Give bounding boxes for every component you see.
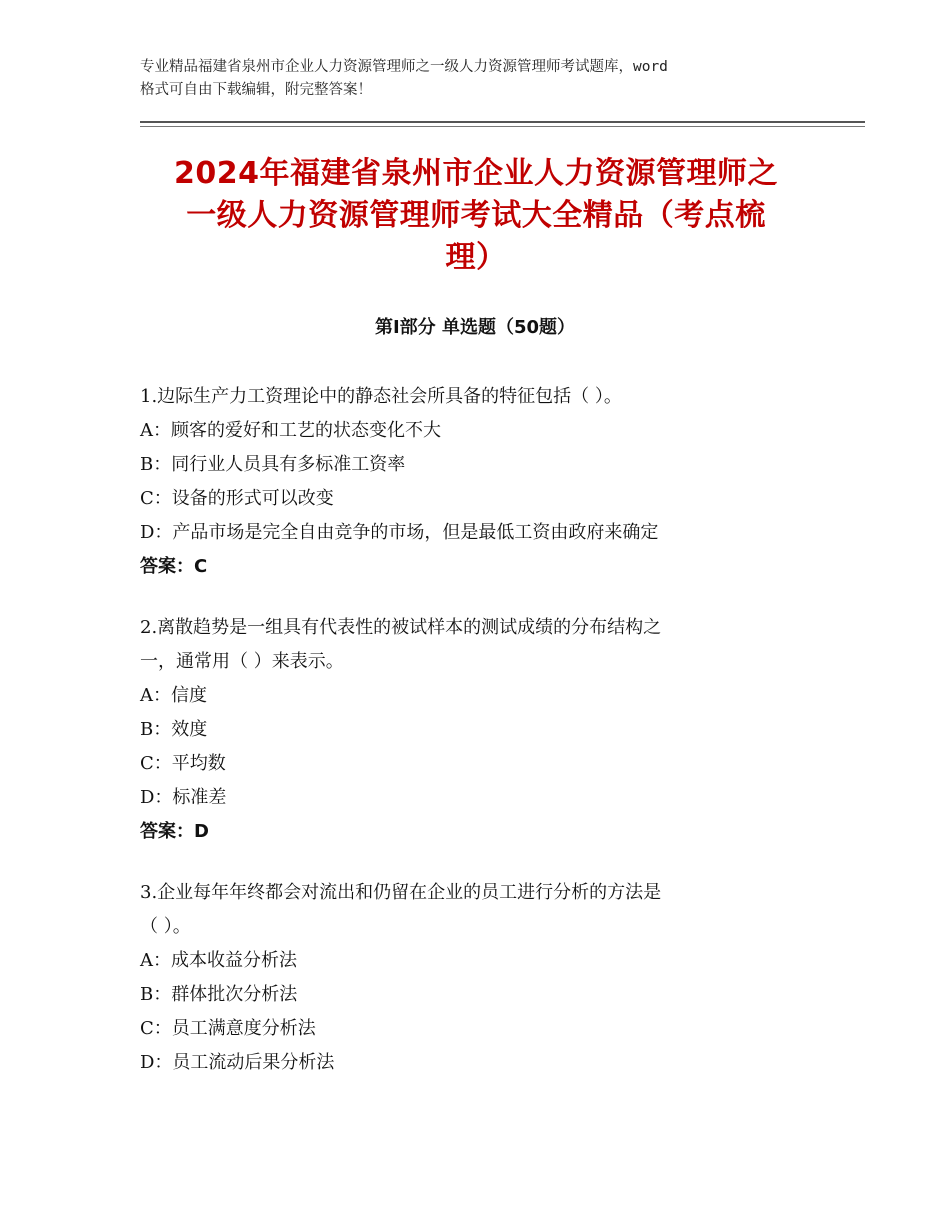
- header-note-line-1: 专业精品福建省泉州市企业人力资源管理师之一级人力资源管理师考试题库，word: [140, 59, 668, 75]
- option-b: B：效度: [140, 719, 208, 740]
- option-d: D：员工流动后果分析法: [140, 1052, 335, 1073]
- question-text: 3.企业每年年终都会对流出和仍留在企业的员工进行分析的方法是: [140, 882, 662, 903]
- title-line-3: 理）: [445, 240, 507, 275]
- question-text-continued: 一，通常用（ ）来表示。: [140, 651, 344, 672]
- question-text: 2.离散趋势是一组具有代表性的被试样本的测试成绩的分布结构之: [140, 617, 662, 638]
- question-text-continued: （ ）。: [140, 916, 191, 937]
- option-b: B：同行业人员具有多标准工资率: [140, 454, 406, 475]
- header-note-line-2: 格式可自由下载编辑，附完整答案！: [140, 82, 372, 98]
- document-title: [120, 153, 832, 279]
- title-line-2: 一级人力资源管理师考试大全精品（考点梳: [186, 198, 766, 233]
- option-c: C：平均数: [140, 753, 226, 774]
- option-b: B：群体批次分析法: [140, 984, 298, 1005]
- question-text: 1.边际生产力工资理论中的静态社会所具备的特征包括（ ）。: [140, 386, 622, 407]
- header-divider-thin: [140, 126, 865, 127]
- option-c: C：员工满意度分析法: [140, 1018, 316, 1039]
- section-heading: 第Ⅰ部分 单选题（50题）: [374, 317, 575, 338]
- question-2: [140, 611, 780, 849]
- option-a: A：信度: [140, 685, 207, 706]
- option-d: D：产品市场是完全自由竞争的市场，但是最低工资由政府来确定: [140, 522, 659, 543]
- header-note: [140, 56, 820, 102]
- option-c: C：设备的形式可以改变: [140, 488, 334, 509]
- option-a: A：成本收益分析法: [140, 950, 297, 971]
- question-list: [140, 380, 780, 1107]
- question-3: [140, 876, 780, 1080]
- option-a: A：顾客的爱好和工艺的状态变化不大: [140, 420, 441, 441]
- option-d: D：标准差: [140, 787, 227, 808]
- title-line-1: 2024年福建省泉州市企业人力资源管理师之: [174, 156, 778, 191]
- answer-label: 答案：D: [140, 821, 209, 842]
- answer-label: 答案：C: [140, 556, 208, 577]
- header-divider-thick: [140, 121, 865, 123]
- question-1: [140, 380, 780, 584]
